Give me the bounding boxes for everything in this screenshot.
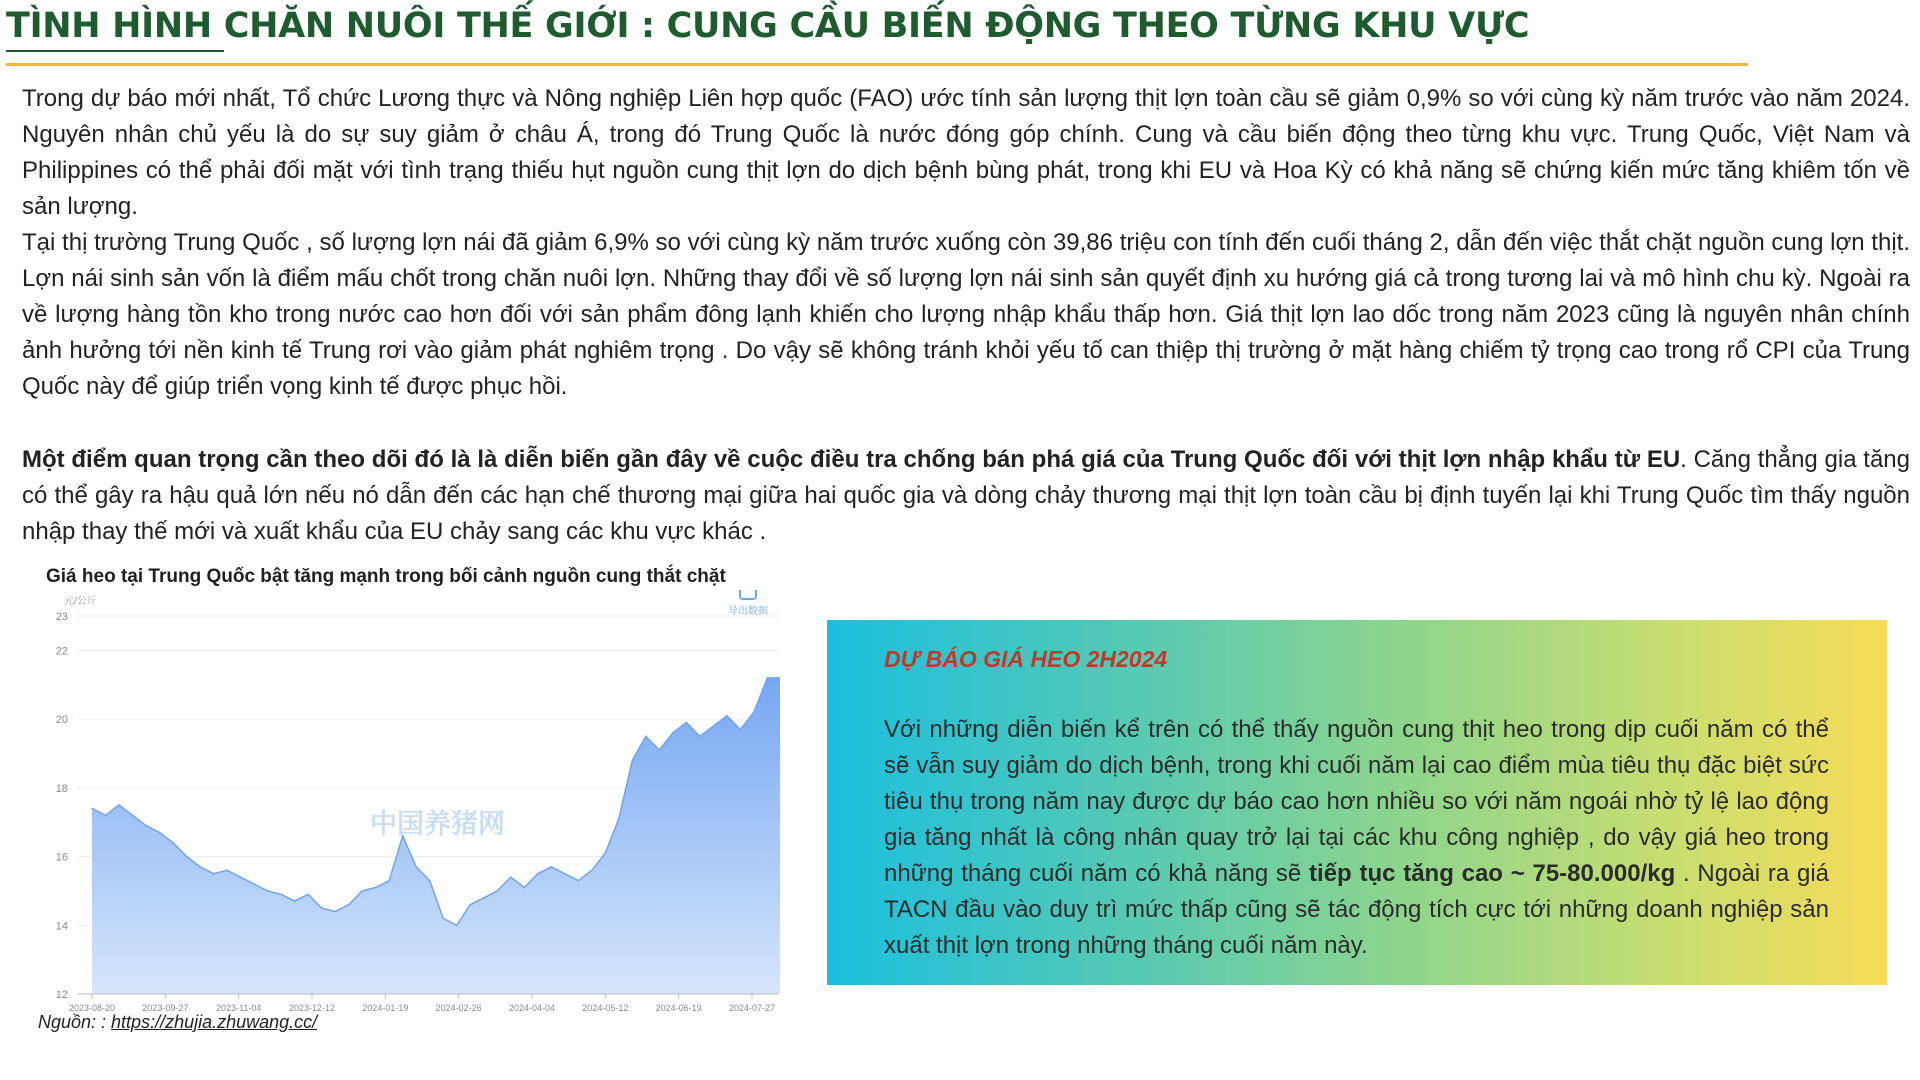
- title-underline: [6, 50, 224, 52]
- price-point: [578, 880, 580, 882]
- chart-plot: [20, 566, 780, 1016]
- price-point: [672, 732, 674, 734]
- price-point: [91, 808, 93, 810]
- price-point: [591, 870, 593, 872]
- price-point: [132, 815, 134, 817]
- price-point: [240, 876, 242, 878]
- price-point: [551, 866, 553, 868]
- y-tick-label: 22: [55, 645, 68, 658]
- price-point: [172, 842, 174, 844]
- x-tick-label: 2023-11-04: [215, 1003, 262, 1013]
- paragraph-anti-dumping-rest: . Căng thẳng gia tăng có thể gây ra hậu quả lớn nếu nó dẫn đến các hạn chế thương mại giữa hai quốc gia và dòng chảy thương mại thịt lợn toàn cầu bị định tuyến lại khi Trung Quốc tìm thấy nguồn nhập thay thế mới và xuất khẩu của EU chảy sang các khu vực khác .: [22, 446, 1911, 545]
- price-point: [767, 677, 769, 679]
- y-tick-label: 16: [55, 851, 68, 864]
- price-point: [118, 804, 120, 806]
- y-tick-label: 23: [55, 611, 68, 623]
- price-point: [753, 711, 755, 713]
- source-prefix: Nguồn: :: [38, 1012, 112, 1032]
- price-point: [429, 880, 431, 882]
- price-point: [253, 883, 255, 885]
- y-tick-label: 12: [55, 989, 68, 1001]
- price-point: [159, 832, 161, 834]
- paragraph-fao-forecast: Trong dự báo mới nhất, Tổ chức Lương thực và Nông nghiệp Liên hợp quốc (FAO) ước tính sản lượng thịt lợn toàn cầu sẽ giảm 0,9% so với cùng kỳ năm trước vào năm 2024. Nguyên nhân chủ yếu là do sự suy giảm ở châu Á, trong đó Trung Quốc là nước đóng góp chính. Cung và cầu biến động theo từng khu vực. Trung Quốc, Việt Nam và Philippines có thể phải đối mặt với tình trạng thiếu hụt nguồn cung thịt lợn do dịch bệnh bùng phát, trong khi EU và Hoa Kỳ có khả năng sẽ chứng kiến mức tăng khiêm tốn về sản lượng.: [22, 85, 1910, 220]
- callout-text-start: Với những diễn biến kể trên có thể thấy nguồn cung thịt heo trong dịp cuối năm có thể sẽ vẫn suy giảm do dịch bệnh, trong khi cuối năm lại cao điểm mùa tiêu thụ đặc biệt sức tiêu thụ trong năm nay được dự báo cao hơn nhiều so với năm ngoái nhờ tỷ lệ lao động gia tăng nhất là công nhân quay trở lại tại các khu công nghiệp , do vậy giá heo trong những tháng cuối năm có khả năng sẽ: [884, 716, 1829, 887]
- price-point: [442, 918, 444, 920]
- price-point: [186, 856, 188, 858]
- x-tick-label: 2023-08-20: [68, 1003, 116, 1013]
- paragraph-china-market: Tại thị trường Trung Quốc , số lượng lợn nái đã giảm 6,9% so với cùng kỳ năm trước xuống còn 39,86 triệu con tính đến cuối tháng 2, dẫn đến việc thắt chặt nguồn cung lợn thịt. Lợn nái sinh sản vốn là điểm mấu chốt trong chăn nuôi lợn. Những thay đổi về số lượng lợn nái sinh sản quyết định xu hướng giá cả trong tương lai và mô hình chu kỳ. Ngoài ra về lượng hàng tồn kho trong nước cao hơn đối với sản phẩm đông lạnh khiến cho lượng nhập khẩu thấp hơn. Giá thịt lợn lao dốc trong năm 2023 cũng là nguyên nhân chính ảnh hưởng tới nền kinh tế Trung rơi vào giảm phát nghiêm trọng . Do vậy sẽ không tránh khỏi yếu tố can thiệp thị trường ở mặt hàng chiếm tỷ trọng cao trong rổ CPI của Trung Quốc này để giúp triển vọng kinh tế được phục hồi.: [22, 229, 1910, 400]
- price-point: [659, 749, 661, 751]
- export-data-label: 导出数据: [728, 606, 768, 617]
- price-point: [456, 925, 458, 927]
- price-point: [497, 890, 499, 892]
- price-point: [713, 725, 715, 727]
- chart-source: [38, 1012, 317, 1033]
- chart-title: Giá heo tại Trung Quốc bật tăng mạnh trong bối cảnh nguồn cung thắt chặt: [46, 566, 726, 587]
- title-divider: [6, 63, 1748, 66]
- callout-price-forecast: tiếp tục tăng cao ~ 75-80.000/kg: [1309, 860, 1676, 887]
- price-point: [321, 907, 323, 909]
- price-point: [524, 887, 526, 889]
- price-point: [145, 825, 147, 827]
- pig-price-chart: [20, 566, 780, 1016]
- price-point: [105, 815, 107, 817]
- price-point: [469, 904, 471, 906]
- x-tick-label: 2023-12-12: [288, 1003, 336, 1013]
- price-point: [375, 887, 377, 889]
- callout-text-end: . Ngoài ra giá TACN đầu vào duy trì mức thấp cũng sẽ tác động tích cực tới những doanh nghiệp sản xuất thịt lợn trong những tháng cuối năm này.: [884, 860, 1830, 959]
- price-point: [348, 904, 350, 906]
- y-tick-label: 18: [55, 782, 68, 795]
- x-tick-label: 2024-05-12: [582, 1003, 629, 1013]
- price-point: [618, 818, 620, 820]
- price-point: [415, 866, 417, 868]
- price-point: [280, 894, 282, 896]
- x-tick-label: 2023-09-27: [142, 1003, 189, 1013]
- x-tick-label: 2024-01-19: [362, 1003, 409, 1013]
- y-tick-label: 14: [55, 920, 68, 933]
- price-point: [388, 880, 390, 882]
- price-point: [699, 736, 701, 738]
- price-point: [645, 736, 647, 738]
- x-tick-label: 2024-02-26: [435, 1003, 482, 1013]
- callout-heading: DỰ BÁO GIÁ HEO 2H2024: [884, 646, 1168, 672]
- forecast-callout: [827, 620, 1887, 985]
- chart-unit-label: 元/公斤: [64, 596, 97, 607]
- paragraph-anti-dumping: [22, 442, 1910, 550]
- price-point: [564, 873, 566, 875]
- price-point: [334, 911, 336, 913]
- y-tick-label: 20: [55, 714, 68, 727]
- price-point: [686, 722, 688, 724]
- price-point: [740, 729, 742, 731]
- price-point: [199, 866, 201, 868]
- price-point: [307, 894, 309, 896]
- price-point: [537, 873, 539, 875]
- source-link[interactable]: https://zhujia.zhuwang.cc/: [111, 1012, 318, 1032]
- paragraph-anti-dumping-bold: Một điểm quan trọng cần theo dõi đó là là diễn biến gần đây về cuộc điều tra chống bán phá giá của Trung Quốc đối với thịt lợn nhập khẩu từ EU: [22, 446, 1681, 473]
- x-tick-label: 2024-04-04: [508, 1003, 556, 1013]
- page-title: TÌNH HÌNH CHĂN NUÔI THẾ GIỚI : CUNG CẦU BIẾN ĐỘNG THEO TỪNG KHU VỰC: [6, 6, 1530, 46]
- price-point: [483, 897, 485, 899]
- price-point: [213, 873, 215, 875]
- price-point: [361, 890, 363, 892]
- price-point: [726, 715, 728, 717]
- price-point: [510, 876, 512, 878]
- x-tick-label: 2024-07-27: [728, 1003, 776, 1013]
- price-point: [267, 890, 269, 892]
- price-point: [226, 870, 228, 872]
- price-point: [605, 852, 607, 854]
- watermark-text: 中国养猪网: [370, 809, 505, 839]
- price-point: [294, 900, 296, 902]
- price-point: [632, 760, 634, 762]
- callout-text: [884, 712, 1829, 964]
- x-tick-label: 2024-06-19: [655, 1003, 702, 1013]
